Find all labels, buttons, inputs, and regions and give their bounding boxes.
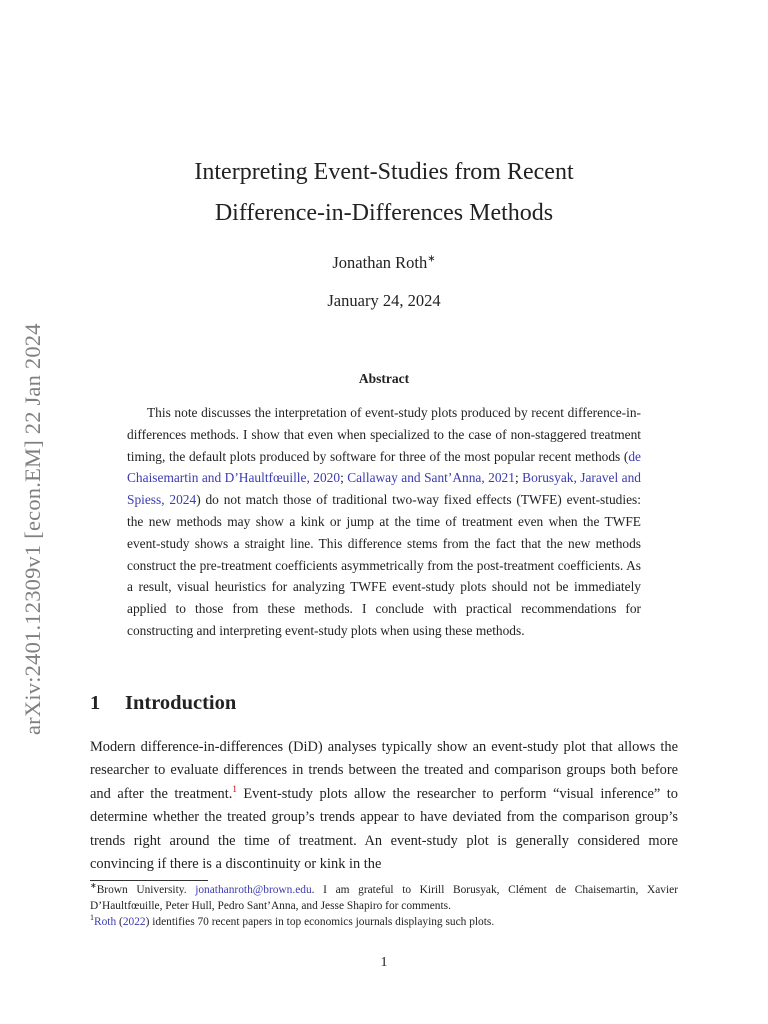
author-name: Jonathan Roth (332, 253, 428, 272)
footnote-author-text-a: Brown University. (96, 884, 196, 896)
citation-borusyak[interactable]: Borusyak, Jaravel and Spiess, 2024 (127, 470, 641, 508)
page-number: 1 (380, 955, 388, 970)
citation-callaway[interactable]: Callaway and Sant’Anna, 2021 (347, 470, 515, 486)
author-line (90, 253, 678, 273)
footnote-1: $^1$Roth (2022) identifies 70 recent papers in top economics journals displaying such plots. (90, 913, 495, 928)
intro-text-part-2: Event-study plots allow the researcher to perform “visual inference” to determine whether the treated group’s trends appear to have deviated from the comparison group’s trends right around the time of treatment. An event-study plot is generally considered more convincing if there is a discontinuity or kink in the (90, 785, 678, 873)
citation-separator: ; (340, 470, 348, 486)
citation-de-chaisemartin[interactable]: de Chaisemartin and D’Haultfœuille, 2020 (127, 448, 641, 486)
footnote-1-mark: 1 (90, 913, 94, 923)
section-title: Introduction (125, 692, 237, 714)
author-footnote-mark[interactable]: ∗ (427, 253, 436, 265)
footnotes (90, 882, 678, 930)
title-line-2: Difference-in-Differences Methods (214, 200, 554, 226)
intro-text-part-1: Modern difference-in-differences (DiD) analyses typically show an event-study plot that allows the researcher to evaluate differences in trends between the treated and comparison groups both before and after the treatment. (90, 739, 678, 802)
citation-roth[interactable]: Roth (94, 916, 117, 928)
introduction-text (90, 736, 678, 876)
arxiv-identifier: arXiv:2401.12309v1 [econ.EM] 22 Jan 2024 (20, 323, 45, 735)
paper-title (90, 152, 678, 234)
footnote-1-marker[interactable]: 1 (232, 784, 237, 795)
section-heading-introduction (90, 692, 236, 715)
abstract-text (127, 402, 641, 642)
citation-separator: ; (514, 470, 523, 486)
footnote-divider (90, 880, 208, 881)
citation-roth-year[interactable]: 2022 (122, 916, 146, 928)
author-email-link[interactable]: jonathanroth@brown.edu (195, 884, 312, 896)
paper-date: January 24, 2024 (327, 291, 441, 310)
footnote-author-text-b: . I am grateful to Kirill Borusyak, Clément de Chaisemartin, Xavier D’Haultfœuille, Peter Hull, Pedro Sant’Anna, and Jesse Shapiro for comments. (90, 884, 678, 912)
abstract-text-part-1: This note discusses the interpretation of event-study plots produced by recent difference-in-differences methods. I show that even when specialized to the case of non-staggered treatment timing, the default plots produced by software for three of the most popular recent methods ( (127, 405, 641, 464)
footnote-author-mark: ∗ (90, 881, 97, 891)
abstract-heading: Abstract (358, 371, 410, 386)
footnote-author (90, 882, 678, 914)
section-number: 1 (90, 692, 101, 714)
footnote-1-text: identifies 70 recent papers in top economics journals displaying such plots. (149, 916, 495, 928)
abstract-text-part-2: ) do not match those of traditional two-way fixed effects (TWFE) event-studies: the new methods may show a kink or jump at the time of treatment even when the TWFE event-study shows a straight line. This difference stems from the fact that the new methods construct the pre-treatment coefficients asymmetrically from the post-treatment coefficients. As a result, visual heuristics for analyzing TWFE event-study plots should not be immediately applied to those from these methods. I conclude with practical recommendations for constructing and interpreting event-study plots when using these methods. (127, 492, 641, 638)
title-line-1: Interpreting Event-Studies from Recent (194, 159, 574, 185)
